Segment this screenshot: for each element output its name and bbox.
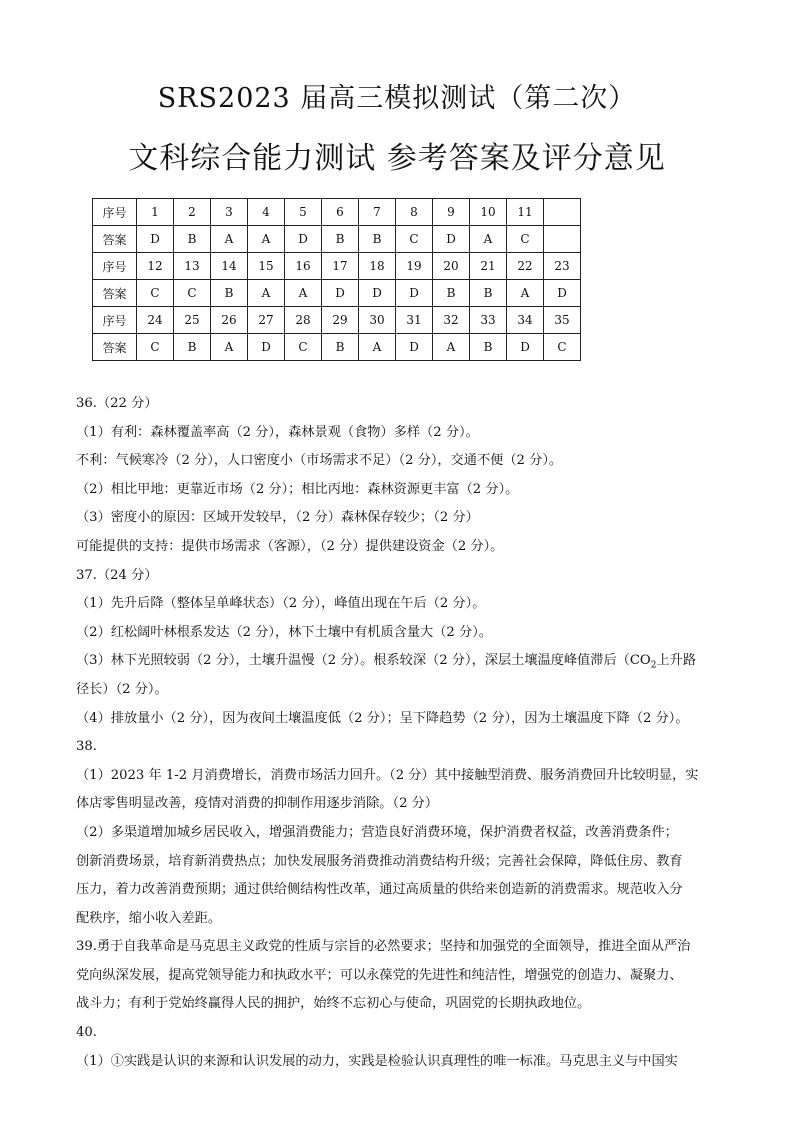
answer-cell — [544, 226, 581, 253]
number-cell: 3 — [211, 199, 248, 226]
answer-cell: A — [359, 334, 396, 361]
number-cell: 29 — [322, 307, 359, 334]
number-cell: 12 — [137, 253, 174, 280]
number-cell: 16 — [285, 253, 322, 280]
answer-cell: D — [248, 334, 285, 361]
page-subtitle: 文科综合能力测试 参考答案及评分意见 — [128, 141, 666, 176]
answer-cell: A — [248, 226, 285, 253]
number-cell: 31 — [396, 307, 433, 334]
q38-part2-line3: 压力，着力改善消费预期；通过供给侧结构性改革，通过高质量的供给来创造新的消费需求。规范收入分 — [76, 882, 683, 898]
answer-cell: D — [396, 334, 433, 361]
answer-cell: C — [174, 280, 211, 307]
number-cell: 28 — [285, 307, 322, 334]
q38-part2-line4: 配秩序，缩小收入差距。 — [76, 910, 222, 926]
number-cell: 27 — [248, 307, 285, 334]
number-cell — [544, 199, 581, 226]
number-cell: 20 — [433, 253, 470, 280]
table-row-answer — [93, 334, 581, 361]
q36-part1: （1）有利：森林覆盖率高（2 分），森林景观（食物）多样（2 分）。 — [76, 424, 479, 440]
number-cell: 17 — [322, 253, 359, 280]
number-cell: 2 — [174, 199, 211, 226]
row-label: 序号 — [93, 199, 137, 226]
answer-cell: B — [433, 280, 470, 307]
answer-cell: D — [137, 226, 174, 253]
number-cell: 4 — [248, 199, 285, 226]
number-cell: 35 — [544, 307, 581, 334]
number-cell: 14 — [211, 253, 248, 280]
number-cell: 9 — [433, 199, 470, 226]
answer-cell: C — [507, 226, 544, 253]
q39-line3: 战斗力；有利于党始终赢得人民的拥护，始终不忘初心与使命，巩固党的长期执政地位。 — [76, 996, 591, 1012]
answer-cell: B — [322, 334, 359, 361]
q40-heading: 40. — [76, 1025, 97, 1041]
q36-part2: （2）相比甲地：更靠近市场（2 分）；相比丙地：森林资源更丰富（2 分）。 — [76, 481, 519, 497]
answer-table — [92, 198, 581, 361]
page-title: SRS2023 届高三模拟测试（第二次） — [157, 83, 637, 114]
number-cell: 23 — [544, 253, 581, 280]
q39-line2: 党向纵深发展，提高党领导能力和执政水平；可以永葆党的先进性和纯洁性，增强党的创造力、凝聚力、 — [76, 967, 683, 983]
q37-part1: （1）先升后降（整体呈单峰状态）（2 分），峰值出现在午后（2 分）。 — [76, 596, 486, 612]
number-cell: 18 — [359, 253, 396, 280]
q37-part3-cont: 径长）（2 分）。 — [76, 681, 168, 697]
answer-cell: D — [433, 226, 470, 253]
answer-cell: B — [322, 226, 359, 253]
q40-part1: （1）①实践是认识的来源和认识发展的动力，实践是检验认识真理性的唯一标准。马克思主义与中国实 — [76, 1053, 678, 1069]
q36-heading: 36.（22 分） — [76, 396, 158, 411]
number-cell: 5 — [285, 199, 322, 226]
answer-cell: D — [285, 226, 322, 253]
number-cell: 7 — [359, 199, 396, 226]
co2-subscript: 2 — [650, 660, 657, 671]
number-cell: 25 — [174, 307, 211, 334]
answer-content — [76, 390, 726, 1076]
q37-part3-end: 上升路 — [656, 653, 697, 669]
number-cell: 11 — [507, 199, 544, 226]
q37-part3 — [76, 647, 726, 676]
answer-cell: B — [470, 334, 507, 361]
answer-cell: C — [285, 334, 322, 361]
q37-part4: （4）排放量小（2 分），因为夜间土壤温度低（2 分）；呈下降趋势（2 分），因为土壤温度下降（2 分）。 — [76, 710, 689, 726]
answer-cell: A — [285, 280, 322, 307]
row-label: 序号 — [93, 253, 137, 280]
answer-cell: D — [396, 280, 433, 307]
number-cell: 26 — [211, 307, 248, 334]
q36-part1-disadvantage: 不利：气候寒冷（2 分），人口密度小（市场需求不足）（2 分），交通不便（2 分）。 — [76, 453, 563, 469]
answer-cell: B — [470, 280, 507, 307]
answer-cell: C — [137, 280, 174, 307]
answer-cell: A — [507, 280, 544, 307]
answer-cell: C — [396, 226, 433, 253]
q38-part2-line2: 创新消费场景，培育新消费热点；加快发展服务消费推动消费结构升级；完善社会保障，降低住房、教育 — [76, 853, 683, 869]
table-row-answer — [93, 280, 581, 307]
answer-cell: B — [174, 334, 211, 361]
number-cell: 33 — [470, 307, 507, 334]
answer-cell: D — [359, 280, 396, 307]
answer-cell: A — [211, 226, 248, 253]
q36-part3: （3）密度小的原因：区域开发较早，（2 分）森林保存较少；（2 分） — [76, 510, 479, 526]
number-cell: 32 — [433, 307, 470, 334]
q36-part3-support: 可能提供的支持：提供市场需求（客源），（2 分）提供建设资金（2 分）。 — [76, 538, 504, 554]
q37-part3-text: （3）林下光照较弱（2 分），土壤升温慢（2 分）。根系较深（2 分），深层土壤温度峰值滞后（CO — [76, 653, 651, 669]
answer-cell: B — [359, 226, 396, 253]
q38-part1-line2: 体店零售明显改善，疫情对消费的抑制作用逐步消除。（2 分） — [76, 796, 439, 812]
number-cell: 34 — [507, 307, 544, 334]
number-cell: 15 — [248, 253, 285, 280]
answer-cell: A — [248, 280, 285, 307]
row-label: 答案 — [93, 334, 137, 361]
q38-part2-line1: （2）多渠道增加城乡居民收入，增强消费能力；营造良好消费环境，保护消费者权益，改善消费条件； — [76, 824, 678, 840]
answer-cell: D — [507, 334, 544, 361]
table-row-number — [93, 253, 581, 280]
number-cell: 22 — [507, 253, 544, 280]
row-label: 答案 — [93, 280, 137, 307]
number-cell: 21 — [470, 253, 507, 280]
answer-cell: A — [433, 334, 470, 361]
q38-heading: 38. — [76, 739, 97, 755]
q37-heading: 37.（24 分） — [76, 567, 158, 583]
answer-cell: A — [470, 226, 507, 253]
answer-cell: C — [137, 334, 174, 361]
number-cell: 6 — [322, 199, 359, 226]
q37-part2: （2）红松阔叶林根系发达（2 分），林下土壤中有机质含量大（2 分）。 — [76, 624, 492, 640]
number-cell: 10 — [470, 199, 507, 226]
answer-cell: C — [544, 334, 581, 361]
answer-cell: D — [322, 280, 359, 307]
number-cell: 24 — [137, 307, 174, 334]
answer-cell: B — [211, 280, 248, 307]
table-row-answer — [93, 226, 581, 253]
table-row-number — [93, 199, 581, 226]
answer-cell: D — [544, 280, 581, 307]
number-cell: 1 — [137, 199, 174, 226]
number-cell: 30 — [359, 307, 396, 334]
answer-cell: A — [211, 334, 248, 361]
q39-line1: 39.勇于自我革命是马克思主义政党的性质与宗旨的必然要求；坚持和加强党的全面领导，推进全面从严治 — [76, 939, 691, 955]
number-cell: 8 — [396, 199, 433, 226]
row-label: 答案 — [93, 226, 137, 253]
row-label: 序号 — [93, 307, 137, 334]
number-cell: 13 — [174, 253, 211, 280]
table-row-number — [93, 307, 581, 334]
q38-part1-line1: （1）2023 年 1-2 月消费增长，消费市场活力回升。（2 分）其中接触型消费、服务消费回升比较明显，实 — [76, 767, 699, 783]
number-cell: 19 — [396, 253, 433, 280]
answer-cell: B — [174, 226, 211, 253]
